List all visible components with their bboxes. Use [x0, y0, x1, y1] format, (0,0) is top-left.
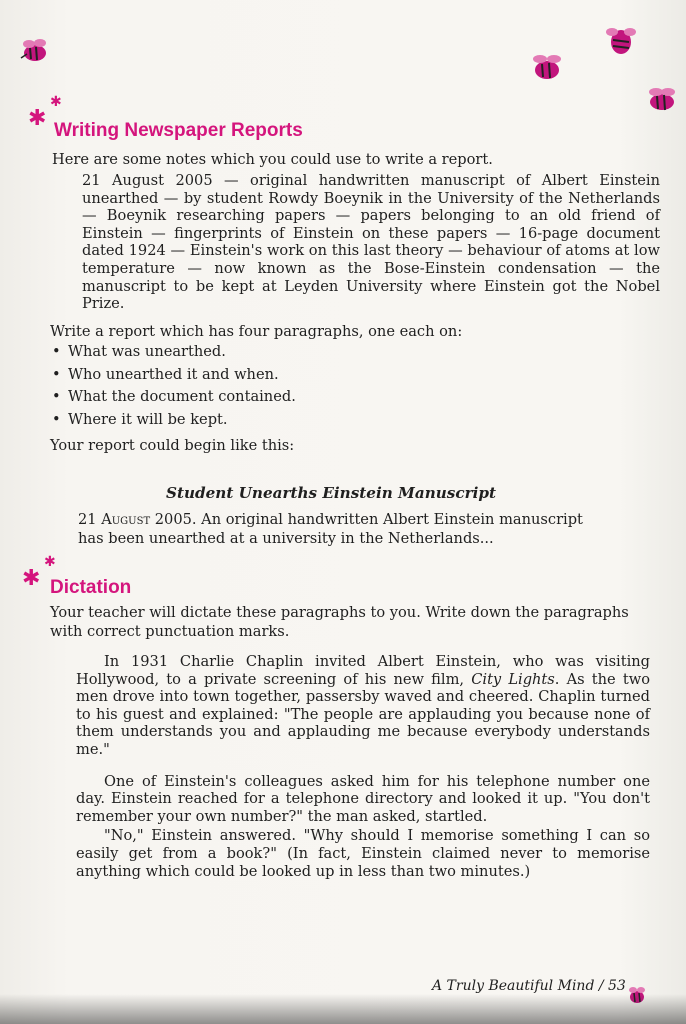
bee-icon	[528, 50, 566, 84]
page-footer: A Truly Beautiful Mind / 53	[432, 978, 626, 994]
asterisk-icon: ✱	[22, 566, 41, 591]
bee-icon	[18, 36, 52, 66]
bee-icon	[603, 22, 639, 58]
dictation-paragraph-1	[76, 653, 650, 759]
notes-paragraph	[82, 172, 660, 313]
report-date-month: August	[101, 511, 151, 528]
notes-text: 21 August 2005 — original handwritten manuscript of Albert Einstein unearthed — by student Rowdy Boeynik in the University of the Netherlands — Boeynik researching papers — papers belonging to an old friend of Einstein — fingerprints of Einstein on these papers — 16-page document dated 1924 — Einstein's work on this last theory — behaviour of atoms at low temperature — now known as the Bose-Einstein condensation — the manuscript to be kept at Leyden University where Einstein got the Nobel Prize.	[82, 172, 660, 313]
dictation-intro: Your teacher will dictate these paragraphs to you. Write down the paragraphs with correct punctuation marks.	[50, 604, 629, 640]
page-shadow	[0, 994, 686, 1024]
bee-icon	[644, 84, 680, 116]
writing-intro: Here are some notes which you could use to write a report.	[52, 151, 493, 168]
asterisk-icon: ✱	[28, 106, 47, 131]
list-item: • Where it will be kept.	[50, 409, 296, 432]
dictation-paragraph-3: "No," Einstein answered. "Why should I memorise something I can so easily get from a book?" (In fact, Einstein claimed never to memorise anything which could be looked up in less than two minutes.)	[76, 827, 650, 880]
report-begin-note: Your report could begin like this:	[50, 437, 295, 454]
sample-report-opening	[78, 510, 598, 548]
film-title: City Lights	[471, 670, 555, 688]
dictation-paragraph-2: One of Einstein's colleagues asked him for his telephone number one day. Einstein reached for a telephone directory and looked it up. "You don't remember your own number?" the man asked, startled.	[76, 772, 650, 825]
task-instruction: Write a report which has four paragraphs, one each on:	[50, 323, 463, 340]
paragraph-text: . As the two men drove into town together, passersby waved and cheered. Chaplin turned to his guest and explained: "The people are applauding you because none of them understands you and applauding me because everybody understands me."	[76, 670, 650, 758]
paragraph-text: In 1931 Charlie Chaplin invited Albert Einstein, who was visiting Hollywood, to a private screening of his new film,	[76, 653, 650, 688]
list-item: • What was unearthed.	[50, 341, 296, 364]
report-opening-text: 2005. An original handwritten Albert Einstein manuscript has been unearthed at a university in the Netherlands...	[78, 511, 583, 547]
section-heading-dictation: Dictation	[50, 577, 132, 598]
dictation-paragraphs	[76, 653, 650, 880]
sample-report-title: Student Unearths Einstein Manuscript	[166, 484, 496, 502]
list-item: • What the document contained.	[50, 386, 296, 409]
report-date-day: 21	[78, 511, 97, 528]
section-heading-writing: Writing Newspaper Reports	[54, 120, 303, 141]
asterisk-icon: ✱	[50, 94, 62, 110]
asterisk-icon: ✱	[44, 554, 56, 570]
list-item: • Who unearthed it and when.	[50, 364, 296, 387]
task-bullet-list	[50, 341, 296, 431]
